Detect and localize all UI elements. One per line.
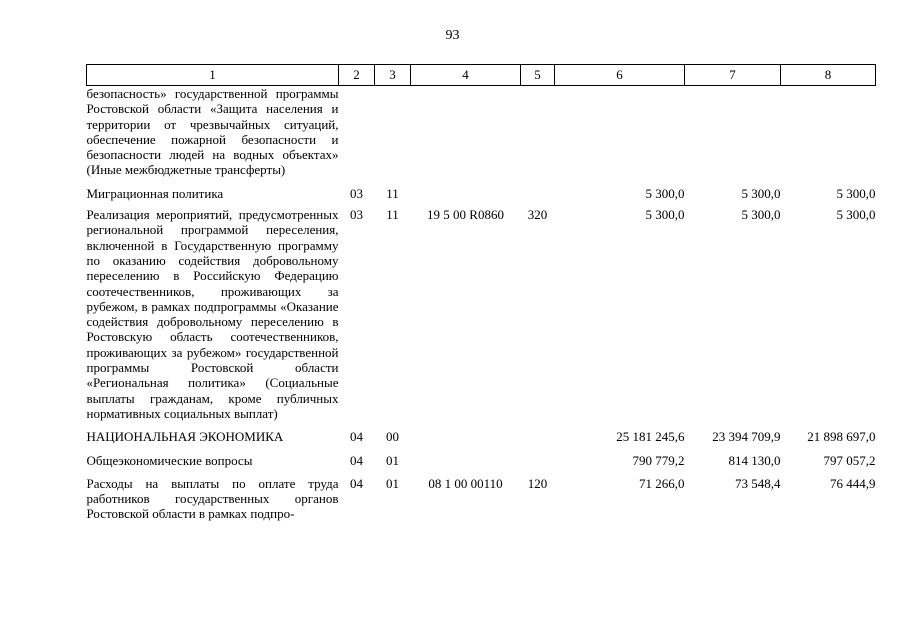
row-amount-1: 71 266,0 <box>639 475 685 491</box>
table-header-row <box>87 65 876 86</box>
header-col-3: 3 <box>375 65 411 86</box>
table-row <box>87 445 876 468</box>
row-target-code <box>411 445 521 468</box>
row-amount-1: 5 300,0 <box>645 185 685 201</box>
table-row <box>87 421 876 444</box>
row-amount-1 <box>555 86 685 178</box>
row-amount-2 <box>685 86 781 178</box>
header-col-8: 8 <box>781 65 876 86</box>
row-expense-type <box>521 445 555 468</box>
table-row <box>87 86 876 178</box>
header-col-5: 5 <box>521 65 555 86</box>
row-amount-3: 5 300,0 <box>836 185 876 201</box>
row-section: 03 <box>350 207 363 223</box>
row-subsection: 11 <box>386 207 399 223</box>
header-col-4: 4 <box>411 65 521 86</box>
row-section: 04 <box>350 475 363 491</box>
row-amount-1: 790 779,2 <box>632 452 685 468</box>
table-row <box>87 178 876 201</box>
row-subsection: 01 <box>386 452 399 468</box>
row-subsection: 00 <box>386 429 399 445</box>
table-row <box>87 201 876 421</box>
page-number: 93 <box>445 28 460 43</box>
header-col-1: 1 <box>87 65 339 86</box>
row-name: безопасность» государственной программы Ростовской области «Защита населения и территории от чрезвычайных ситуаций, обеспечение пожарной безопасности и безопасности людей на водных объектах» (Иные межбюджетные трансферты) <box>86 86 339 178</box>
row-target-code: 08 1 00 00110 <box>428 475 503 491</box>
row-subsection <box>375 86 411 178</box>
row-amount-2: 23 394 709,9 <box>712 429 781 445</box>
row-section: 03 <box>350 185 363 201</box>
row-expense-type: 120 <box>527 475 548 491</box>
row-target-code <box>411 178 521 201</box>
row-expense-type <box>521 178 555 201</box>
table-row <box>87 468 876 522</box>
row-subsection: 01 <box>386 475 399 491</box>
row-name: Расходы на выплаты по оплате труда работников государственных органов Ростовской области в рамках подпро- <box>86 475 339 522</box>
row-amount-2: 814 130,0 <box>728 452 781 468</box>
row-amount-2: 73 548,4 <box>735 475 781 491</box>
row-subsection: 11 <box>386 185 399 201</box>
row-section: 04 <box>350 429 363 445</box>
header-col-6: 6 <box>555 65 685 86</box>
row-amount-3: 76 444,9 <box>830 475 876 491</box>
row-amount-3 <box>781 86 876 178</box>
row-amount-3: 21 898 697,0 <box>807 429 876 445</box>
row-amount-1: 25 181 245,6 <box>616 429 685 445</box>
row-amount-2: 5 300,0 <box>741 207 781 223</box>
row-amount-3: 797 057,2 <box>823 452 876 468</box>
row-expense-type: 320 <box>527 207 548 223</box>
row-section <box>339 86 375 178</box>
row-name: Общеэкономические вопросы <box>86 452 253 468</box>
row-name: НАЦИОНАЛЬНАЯ ЭКОНОМИКА <box>86 429 284 445</box>
row-section: 04 <box>350 452 363 468</box>
row-amount-3: 5 300,0 <box>836 207 876 223</box>
row-expense-type <box>521 86 555 178</box>
row-target-code <box>411 421 521 444</box>
row-target-code: 19 5 00 R0860 <box>427 207 504 223</box>
header-col-7: 7 <box>685 65 781 86</box>
row-expense-type <box>521 421 555 444</box>
row-name: Реализация мероприятий, предусмотренных региональной программой переселения, включенной в Государственную программу по оказанию содействия добровольному переселению в Российскую Федерацию соотечественников, проживающих за рубежом, в рамках подпрограммы «Оказание содействия добровольному переселению в Ростовскую область соотечественников, проживающих за рубежом» государственной программы Ростовской области «Региональная политика» (Социальные выплаты гражданам, кроме публичных нормативных социальных выплат) <box>86 207 339 421</box>
row-target-code <box>411 86 521 178</box>
header-col-2: 2 <box>339 65 375 86</box>
row-amount-1: 5 300,0 <box>645 207 685 223</box>
row-amount-2: 5 300,0 <box>741 185 781 201</box>
row-name: Миграционная политика <box>86 185 224 201</box>
budget-table <box>86 64 876 522</box>
